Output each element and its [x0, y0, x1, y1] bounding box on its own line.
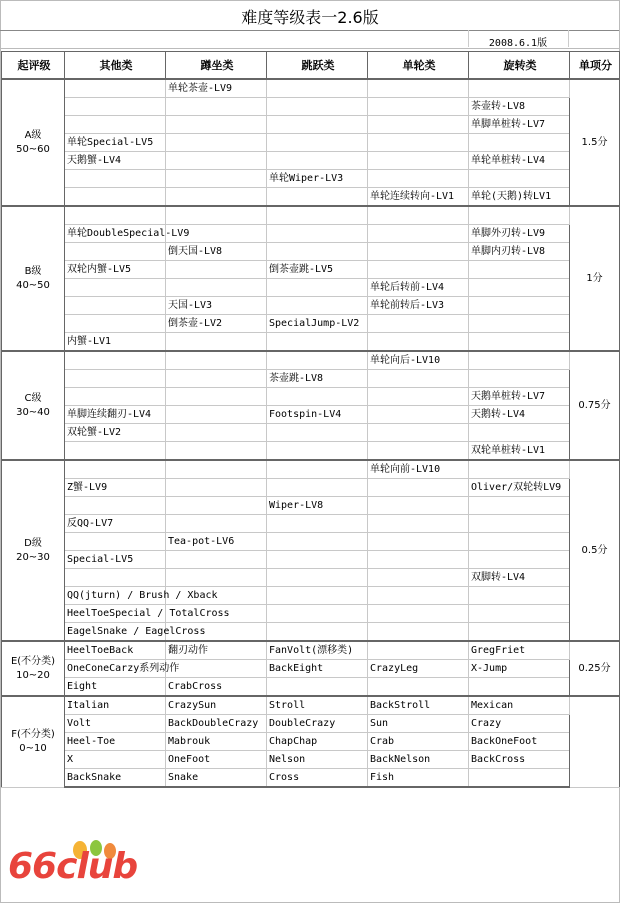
- move-cell: [267, 479, 368, 497]
- move-cell: CrazySun: [166, 696, 267, 715]
- score-cell: 1.5分: [570, 79, 620, 206]
- table-row: [2, 279, 620, 297]
- move-cell: [469, 769, 570, 788]
- move-cell: Crab: [368, 733, 469, 751]
- move-cell: [267, 351, 368, 370]
- move-cell: BackOneFoot: [469, 733, 570, 751]
- level-text: F(不分类): [11, 728, 55, 740]
- move-cell: [166, 424, 267, 442]
- move-cell: 单轮后转前-LV4: [368, 279, 469, 297]
- move-cell: [65, 116, 166, 134]
- table-row: [2, 660, 620, 678]
- table-row: [2, 641, 620, 660]
- move-cell: [368, 533, 469, 551]
- move-cell: 翻刃动作: [166, 641, 267, 660]
- move-cell: [368, 333, 469, 352]
- move-cell: [368, 424, 469, 442]
- move-cell: [368, 116, 469, 134]
- table-row: [2, 623, 620, 642]
- table-row: [2, 751, 620, 769]
- level-text: 20~30: [16, 551, 50, 563]
- move-cell: [166, 188, 267, 207]
- move-cell: [368, 388, 469, 406]
- move-cell: [469, 206, 570, 225]
- move-cell: [368, 79, 469, 98]
- move-cell: [65, 370, 166, 388]
- move-cell: [469, 515, 570, 533]
- move-cell: BackEight: [267, 660, 368, 678]
- level-text: D级: [24, 537, 42, 549]
- move-cell: [166, 370, 267, 388]
- move-cell: [469, 351, 570, 370]
- move-cell: [267, 225, 368, 243]
- table-row: [2, 406, 620, 424]
- move-cell: Wiper-LV8: [267, 497, 368, 515]
- move-cell: [267, 623, 368, 642]
- move-cell: EagelSnake / EagelCross: [65, 623, 166, 642]
- move-cell: [166, 279, 267, 297]
- move-cell: DoubleCrazy: [267, 715, 368, 733]
- move-cell: [267, 116, 368, 134]
- move-cell: [469, 460, 570, 479]
- move-cell: [65, 279, 166, 297]
- move-cell: 单轮DoubleSpecial-LV9: [65, 225, 166, 243]
- move-cell: BackSnake: [65, 769, 166, 788]
- move-cell: [166, 497, 267, 515]
- move-cell: [267, 442, 368, 461]
- level-cell: [2, 79, 65, 206]
- move-cell: HeelToeSpecial / TotalCross: [65, 605, 166, 623]
- level-text: 0~10: [19, 742, 47, 754]
- header-wheel: 单轮类: [368, 52, 469, 80]
- move-cell: 单脚单桩转-LV7: [469, 116, 570, 134]
- move-cell: [469, 170, 570, 188]
- move-cell: [65, 170, 166, 188]
- move-cell: [368, 261, 469, 279]
- table-row: [2, 98, 620, 116]
- move-cell: 茶壶转-LV8: [469, 98, 570, 116]
- move-cell: [166, 333, 267, 352]
- move-cell: [65, 315, 166, 333]
- header-squat: 蹲坐类: [166, 52, 267, 80]
- version-divider: [568, 30, 569, 47]
- move-cell: [267, 569, 368, 587]
- table-row: [2, 569, 620, 587]
- logo-text: 66club: [8, 846, 138, 887]
- move-cell: 双轮蟹-LV2: [65, 424, 166, 442]
- move-cell: [368, 206, 469, 225]
- level-text: B级: [24, 265, 42, 277]
- level-text: 40~50: [16, 279, 50, 291]
- move-cell: Mabrouk: [166, 733, 267, 751]
- move-cell: [267, 297, 368, 315]
- score-cell: [570, 696, 620, 787]
- move-cell: 单轮Special-LV5: [65, 134, 166, 152]
- move-cell: [166, 152, 267, 170]
- move-cell: [469, 279, 570, 297]
- difficulty-table: [1, 51, 620, 788]
- move-cell: Volt: [65, 715, 166, 733]
- level-text: 30~40: [16, 406, 50, 418]
- score-cell: 0.75分: [570, 351, 620, 460]
- move-cell: [469, 134, 570, 152]
- table-row: [2, 515, 620, 533]
- move-cell: [166, 206, 267, 225]
- move-cell: BackNelson: [368, 751, 469, 769]
- table-row: [2, 315, 620, 333]
- move-cell: Oliver/双轮转LV9: [469, 479, 570, 497]
- table-row: [2, 678, 620, 697]
- table-row: [2, 116, 620, 134]
- move-cell: 双脚转-LV4: [469, 569, 570, 587]
- move-cell: 内蟹-LV1: [65, 333, 166, 352]
- move-cell: [469, 587, 570, 605]
- move-cell: [267, 678, 368, 697]
- table-row: [2, 297, 620, 315]
- move-cell: [65, 351, 166, 370]
- move-cell: [469, 261, 570, 279]
- move-cell: [166, 170, 267, 188]
- move-cell: [368, 134, 469, 152]
- move-cell: [469, 297, 570, 315]
- move-cell: 茶壶跳-LV8: [267, 370, 368, 388]
- score-cell: 0.25分: [570, 641, 620, 696]
- table-header-row: [2, 52, 620, 80]
- table-row: [2, 715, 620, 733]
- move-cell: [469, 551, 570, 569]
- move-cell: [469, 605, 570, 623]
- move-cell: 单轮(天鹅)转LV1: [469, 188, 570, 207]
- header-spin: 旋转类: [469, 52, 570, 80]
- move-cell: [166, 515, 267, 533]
- level-text: E(不分类): [10, 655, 56, 667]
- move-cell: QQ(jturn) / Brush / Xback: [65, 587, 166, 605]
- club-logo: [8, 838, 158, 894]
- table-row: [2, 696, 620, 715]
- move-cell: [166, 261, 267, 279]
- move-cell: BackDoubleCrazy: [166, 715, 267, 733]
- table-row: [2, 533, 620, 551]
- page-title: 难度等级表一2.6版: [241, 8, 379, 27]
- move-cell: [65, 569, 166, 587]
- move-cell: [65, 243, 166, 261]
- move-cell: [65, 79, 166, 98]
- move-cell: 倒茶壶-LV2: [166, 315, 267, 333]
- move-cell: [267, 188, 368, 207]
- level-text: A级: [24, 129, 42, 141]
- table-row: [2, 587, 620, 605]
- move-cell: [368, 515, 469, 533]
- move-cell: X: [65, 751, 166, 769]
- level-text: 50~60: [16, 143, 50, 155]
- move-cell: [368, 170, 469, 188]
- move-cell: [65, 388, 166, 406]
- move-cell: [368, 315, 469, 333]
- move-cell: CrabCross: [166, 678, 267, 697]
- move-cell: [65, 188, 166, 207]
- move-cell: [469, 370, 570, 388]
- move-cell: [368, 623, 469, 642]
- move-cell: [65, 442, 166, 461]
- move-cell: [267, 333, 368, 352]
- move-cell: 单轮向前-LV10: [368, 460, 469, 479]
- move-cell: Fish: [368, 769, 469, 788]
- table-row: [2, 261, 620, 279]
- move-cell: Tea-pot-LV6: [166, 533, 267, 551]
- move-cell: CrazyLeg: [368, 660, 469, 678]
- move-cell: [267, 98, 368, 116]
- move-cell: FanVolt(漂移类): [267, 641, 368, 660]
- table-row: [2, 243, 620, 261]
- move-cell: 双轮单桩转-LV1: [469, 442, 570, 461]
- table-row: [2, 333, 620, 352]
- move-cell: [267, 388, 368, 406]
- header-score: 单项分: [570, 52, 620, 80]
- move-cell: 单轮连续转向-LV1: [368, 188, 469, 207]
- move-cell: [368, 678, 469, 697]
- move-cell: Special-LV5: [65, 551, 166, 569]
- move-cell: OneFoot: [166, 751, 267, 769]
- move-cell: [166, 134, 267, 152]
- move-cell: 单轮单桩转-LV4: [469, 152, 570, 170]
- move-cell: [267, 134, 368, 152]
- table-row: [2, 206, 620, 225]
- table-row: [2, 551, 620, 569]
- level-text: 10~20: [16, 669, 50, 681]
- move-cell: Stroll: [267, 696, 368, 715]
- move-cell: 天国-LV3: [166, 297, 267, 315]
- level-cell: [2, 351, 65, 460]
- move-cell: Heel-Toe: [65, 733, 166, 751]
- move-cell: [65, 206, 166, 225]
- level-cell: [2, 206, 65, 351]
- move-cell: [368, 497, 469, 515]
- table-row: [2, 769, 620, 788]
- table-row: [2, 79, 620, 98]
- move-cell: Cross: [267, 769, 368, 788]
- move-cell: [368, 605, 469, 623]
- move-cell: Crazy: [469, 715, 570, 733]
- move-cell: [166, 406, 267, 424]
- move-cell: [65, 497, 166, 515]
- move-cell: [368, 98, 469, 116]
- move-cell: [166, 660, 267, 678]
- move-cell: 反QQ-LV7: [65, 515, 166, 533]
- move-cell: [166, 460, 267, 479]
- move-cell: [368, 442, 469, 461]
- level-cell: [2, 641, 65, 696]
- move-cell: [469, 333, 570, 352]
- level-cell: [2, 696, 65, 787]
- move-cell: [368, 587, 469, 605]
- move-cell: 倒茶壶跳-LV5: [267, 261, 368, 279]
- move-cell: [267, 533, 368, 551]
- move-cell: [469, 623, 570, 642]
- move-cell: [368, 569, 469, 587]
- table-row: [2, 442, 620, 461]
- move-cell: [65, 460, 166, 479]
- move-cell: 天鹅转-LV4: [469, 406, 570, 424]
- table-row: [2, 152, 620, 170]
- move-cell: 双轮内蟹-LV5: [65, 261, 166, 279]
- move-cell: [65, 533, 166, 551]
- move-cell: [368, 479, 469, 497]
- move-cell: [166, 479, 267, 497]
- move-cell: 单脚内刃转-LV8: [469, 243, 570, 261]
- table-row: [2, 388, 620, 406]
- move-cell: Snake: [166, 769, 267, 788]
- move-cell: OneConeCarzy系列动作: [65, 660, 166, 678]
- level-cell: [2, 460, 65, 641]
- move-cell: [267, 424, 368, 442]
- move-cell: Footspin-LV4: [267, 406, 368, 424]
- table-row: [2, 351, 620, 370]
- move-cell: [368, 370, 469, 388]
- move-cell: 天鹅蟹-LV4: [65, 152, 166, 170]
- move-cell: HeelToeBack: [65, 641, 166, 660]
- move-cell: [267, 605, 368, 623]
- table-row: [2, 134, 620, 152]
- move-cell: [267, 279, 368, 297]
- move-cell: [166, 569, 267, 587]
- move-cell: 单脚外刃转-LV9: [469, 225, 570, 243]
- move-cell: 单轮Wiper-LV3: [267, 170, 368, 188]
- header-level: 起评级: [2, 52, 65, 80]
- move-cell: [469, 315, 570, 333]
- header-other: 其他类: [65, 52, 166, 80]
- move-cell: Eight: [65, 678, 166, 697]
- move-cell: [166, 442, 267, 461]
- move-cell: [368, 406, 469, 424]
- table-row: [2, 188, 620, 207]
- move-cell: [469, 497, 570, 515]
- table-row: [2, 225, 620, 243]
- header-jump: 跳跃类: [267, 52, 368, 80]
- move-cell: SpecialJump-LV2: [267, 315, 368, 333]
- move-cell: [267, 460, 368, 479]
- table-row: [2, 460, 620, 479]
- move-cell: Z蟹-LV9: [65, 479, 166, 497]
- move-cell: [65, 98, 166, 116]
- move-cell: BackCross: [469, 751, 570, 769]
- move-cell: [469, 533, 570, 551]
- move-cell: 单脚连续翻刃-LV4: [65, 406, 166, 424]
- table-row: [2, 479, 620, 497]
- move-cell: 天鹅单桩转-LV7: [469, 388, 570, 406]
- move-cell: [368, 152, 469, 170]
- move-cell: Nelson: [267, 751, 368, 769]
- move-cell: [166, 116, 267, 134]
- move-cell: [267, 79, 368, 98]
- table-row: [2, 370, 620, 388]
- move-cell: [469, 424, 570, 442]
- move-cell: 单轮前转后-LV3: [368, 297, 469, 315]
- move-cell: Mexican: [469, 696, 570, 715]
- move-cell: [166, 98, 267, 116]
- level-text: C级: [24, 392, 42, 404]
- move-cell: 单轮茶壶-LV9: [166, 79, 267, 98]
- move-cell: [368, 243, 469, 261]
- move-cell: [267, 587, 368, 605]
- move-cell: [267, 515, 368, 533]
- move-cell: [166, 351, 267, 370]
- move-cell: [469, 678, 570, 697]
- table-row: [2, 424, 620, 442]
- table-row: [2, 170, 620, 188]
- move-cell: 倒天国-LV8: [166, 243, 267, 261]
- move-cell: 单轮向后-LV10: [368, 351, 469, 370]
- move-cell: [469, 79, 570, 98]
- score-cell: 0.5分: [570, 460, 620, 641]
- move-cell: X-Jump: [469, 660, 570, 678]
- move-cell: [267, 152, 368, 170]
- move-cell: [166, 551, 267, 569]
- move-cell: ChapChap: [267, 733, 368, 751]
- move-cell: Sun: [368, 715, 469, 733]
- move-cell: [267, 243, 368, 261]
- table-row: [2, 497, 620, 515]
- version-label: 2008.6.1版: [488, 38, 548, 49]
- move-cell: [368, 551, 469, 569]
- table-row: [2, 605, 620, 623]
- move-cell: [267, 206, 368, 225]
- table-row: [2, 733, 620, 751]
- move-cell: [166, 388, 267, 406]
- move-cell: [65, 297, 166, 315]
- move-cell: Italian: [65, 696, 166, 715]
- move-cell: [368, 641, 469, 660]
- score-cell: 1分: [570, 206, 620, 351]
- move-cell: GregFriet: [469, 641, 570, 660]
- move-cell: [368, 225, 469, 243]
- move-cell: [267, 551, 368, 569]
- move-cell: BackStroll: [368, 696, 469, 715]
- table-body: [2, 79, 620, 787]
